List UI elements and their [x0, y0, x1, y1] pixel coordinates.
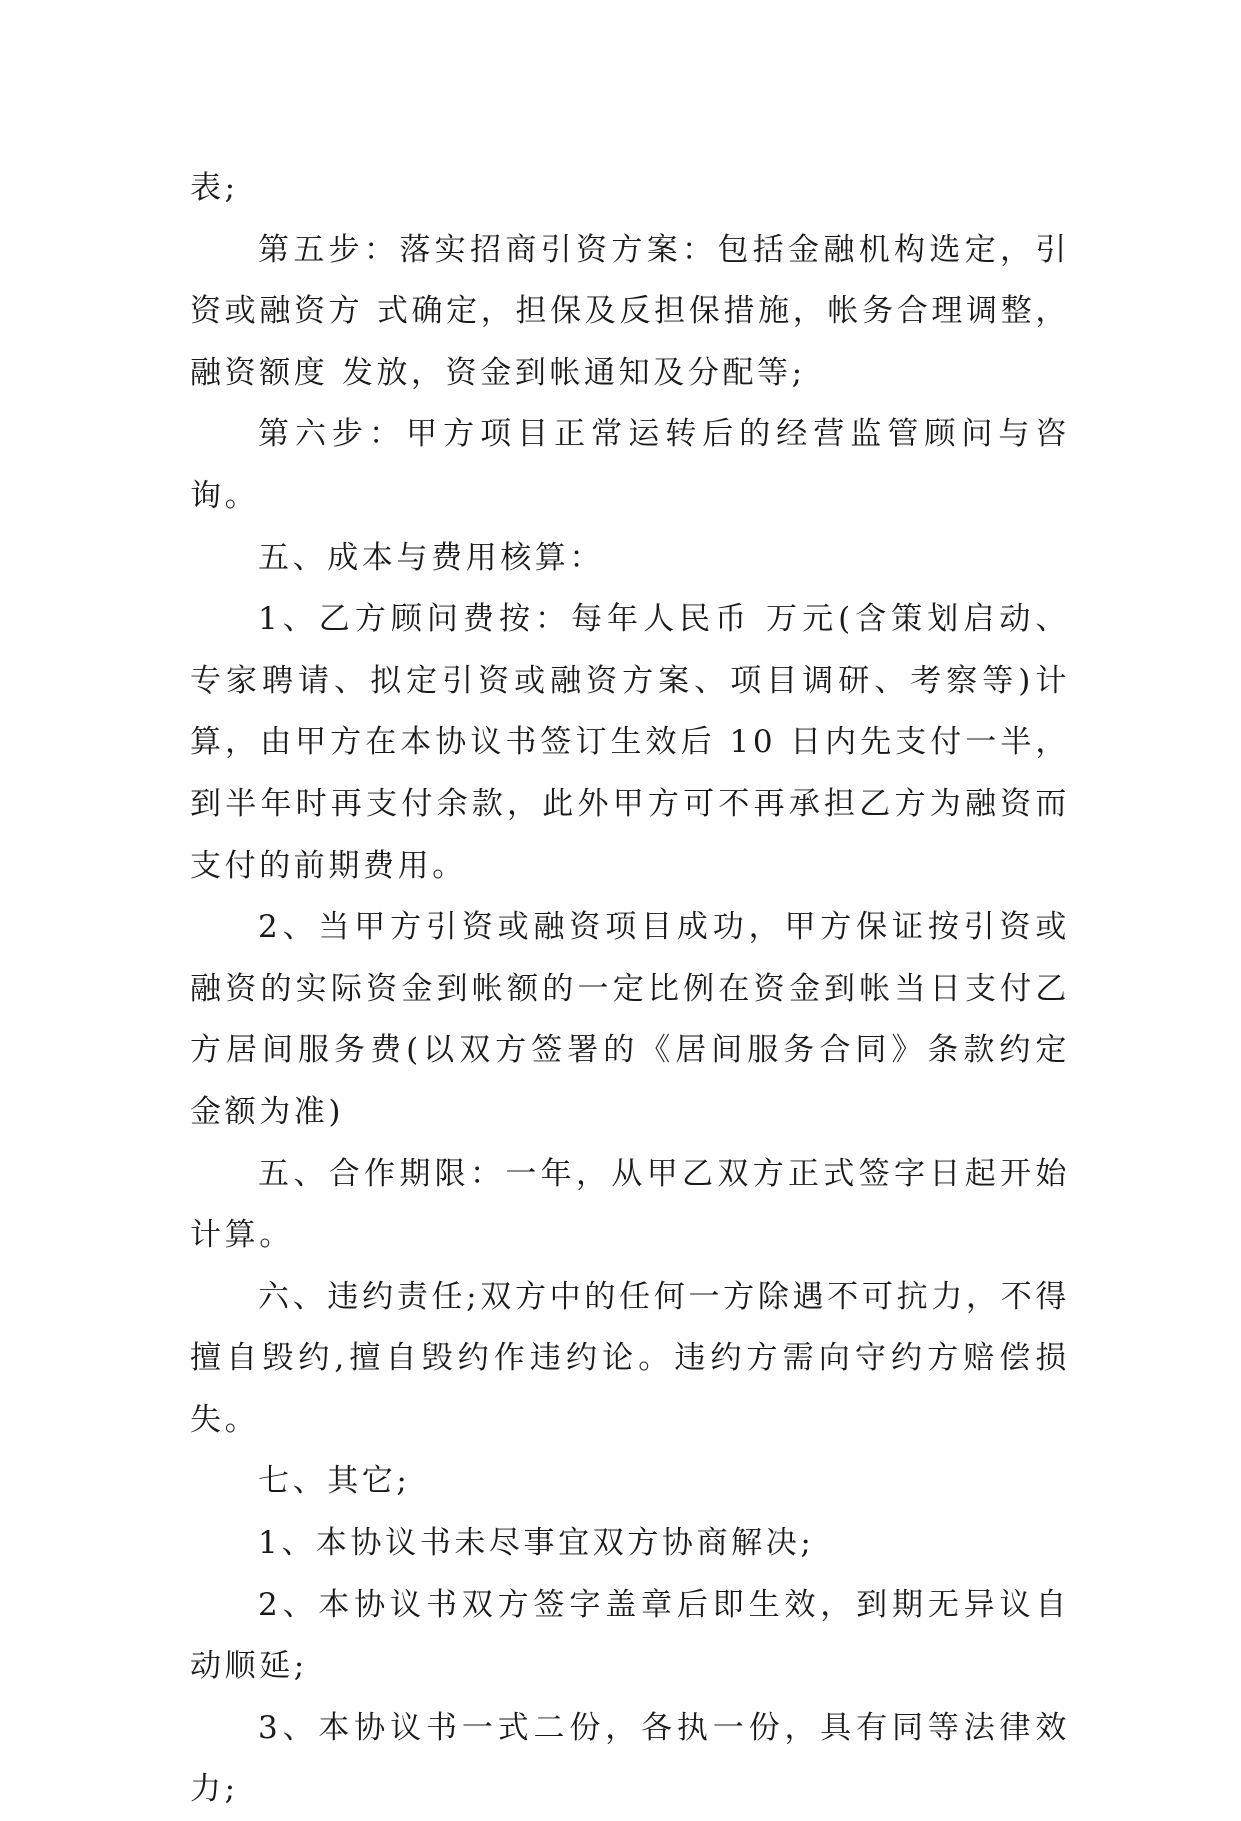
paragraph-cost-item-2: 2、当甲方引资或融资项目成功，甲方保证按引资或融资的实际资金到帐额的一定比例在资金到帐当日支付乙方居间服务费(以双方签署的《居间服务合同》条款约定金额为准)	[190, 909, 1070, 1130]
paragraph-breach-liability: 六、违约责任;双方中的任何一方除遇不可抗力，不得擅自毁约,擅自毁约作违约论。违约方需向守约方赔偿损失。	[190, 1278, 1070, 1438]
section-heading-cost: 五、成本与费用核算：	[258, 539, 604, 576]
paragraph-other-item-3: 3、本协议书一式二份，各执一份，具有同等法律效力;	[190, 1709, 1070, 1808]
document-body	[190, 158, 1070, 1821]
paragraph-cost-item-1: 1、乙方顾问费按：每年人民币 万元(含策划启动、专家聘请、拟定引资或融资方案、项目调研、考察等)计算，由甲方在本协议书签订生效后 10 日内先支付一半，到半年时再支付余款，此外甲方可不再承担乙方为融资而支付的前期费用。	[190, 601, 1070, 884]
paragraph-step-six: 第六步：甲方项目正常运转后的经营监管顾问与咨询。	[190, 416, 1070, 514]
paragraph-step-five: 第五步：落实招商引资方案：包括金融机构选定，引资或融资方 式确定，担保及反担保措施，帐务合理调整，融资额度 发放，资金到帐通知及分配等;	[190, 231, 1070, 391]
paragraph-other-item-1: 1、本协议书未尽事宜双方协商解决;	[258, 1525, 815, 1562]
paragraph-cooperation-term: 五、合作期限：一年，从甲乙双方正式签字日起开始计算。	[190, 1155, 1070, 1254]
paragraph-other-item-2: 2、本协议书双方签字盖章后即生效，到期无异议自动顺延;	[190, 1586, 1070, 1685]
paragraph-continuation: 表;	[190, 170, 239, 206]
section-heading-other: 七、其它;	[258, 1463, 411, 1500]
